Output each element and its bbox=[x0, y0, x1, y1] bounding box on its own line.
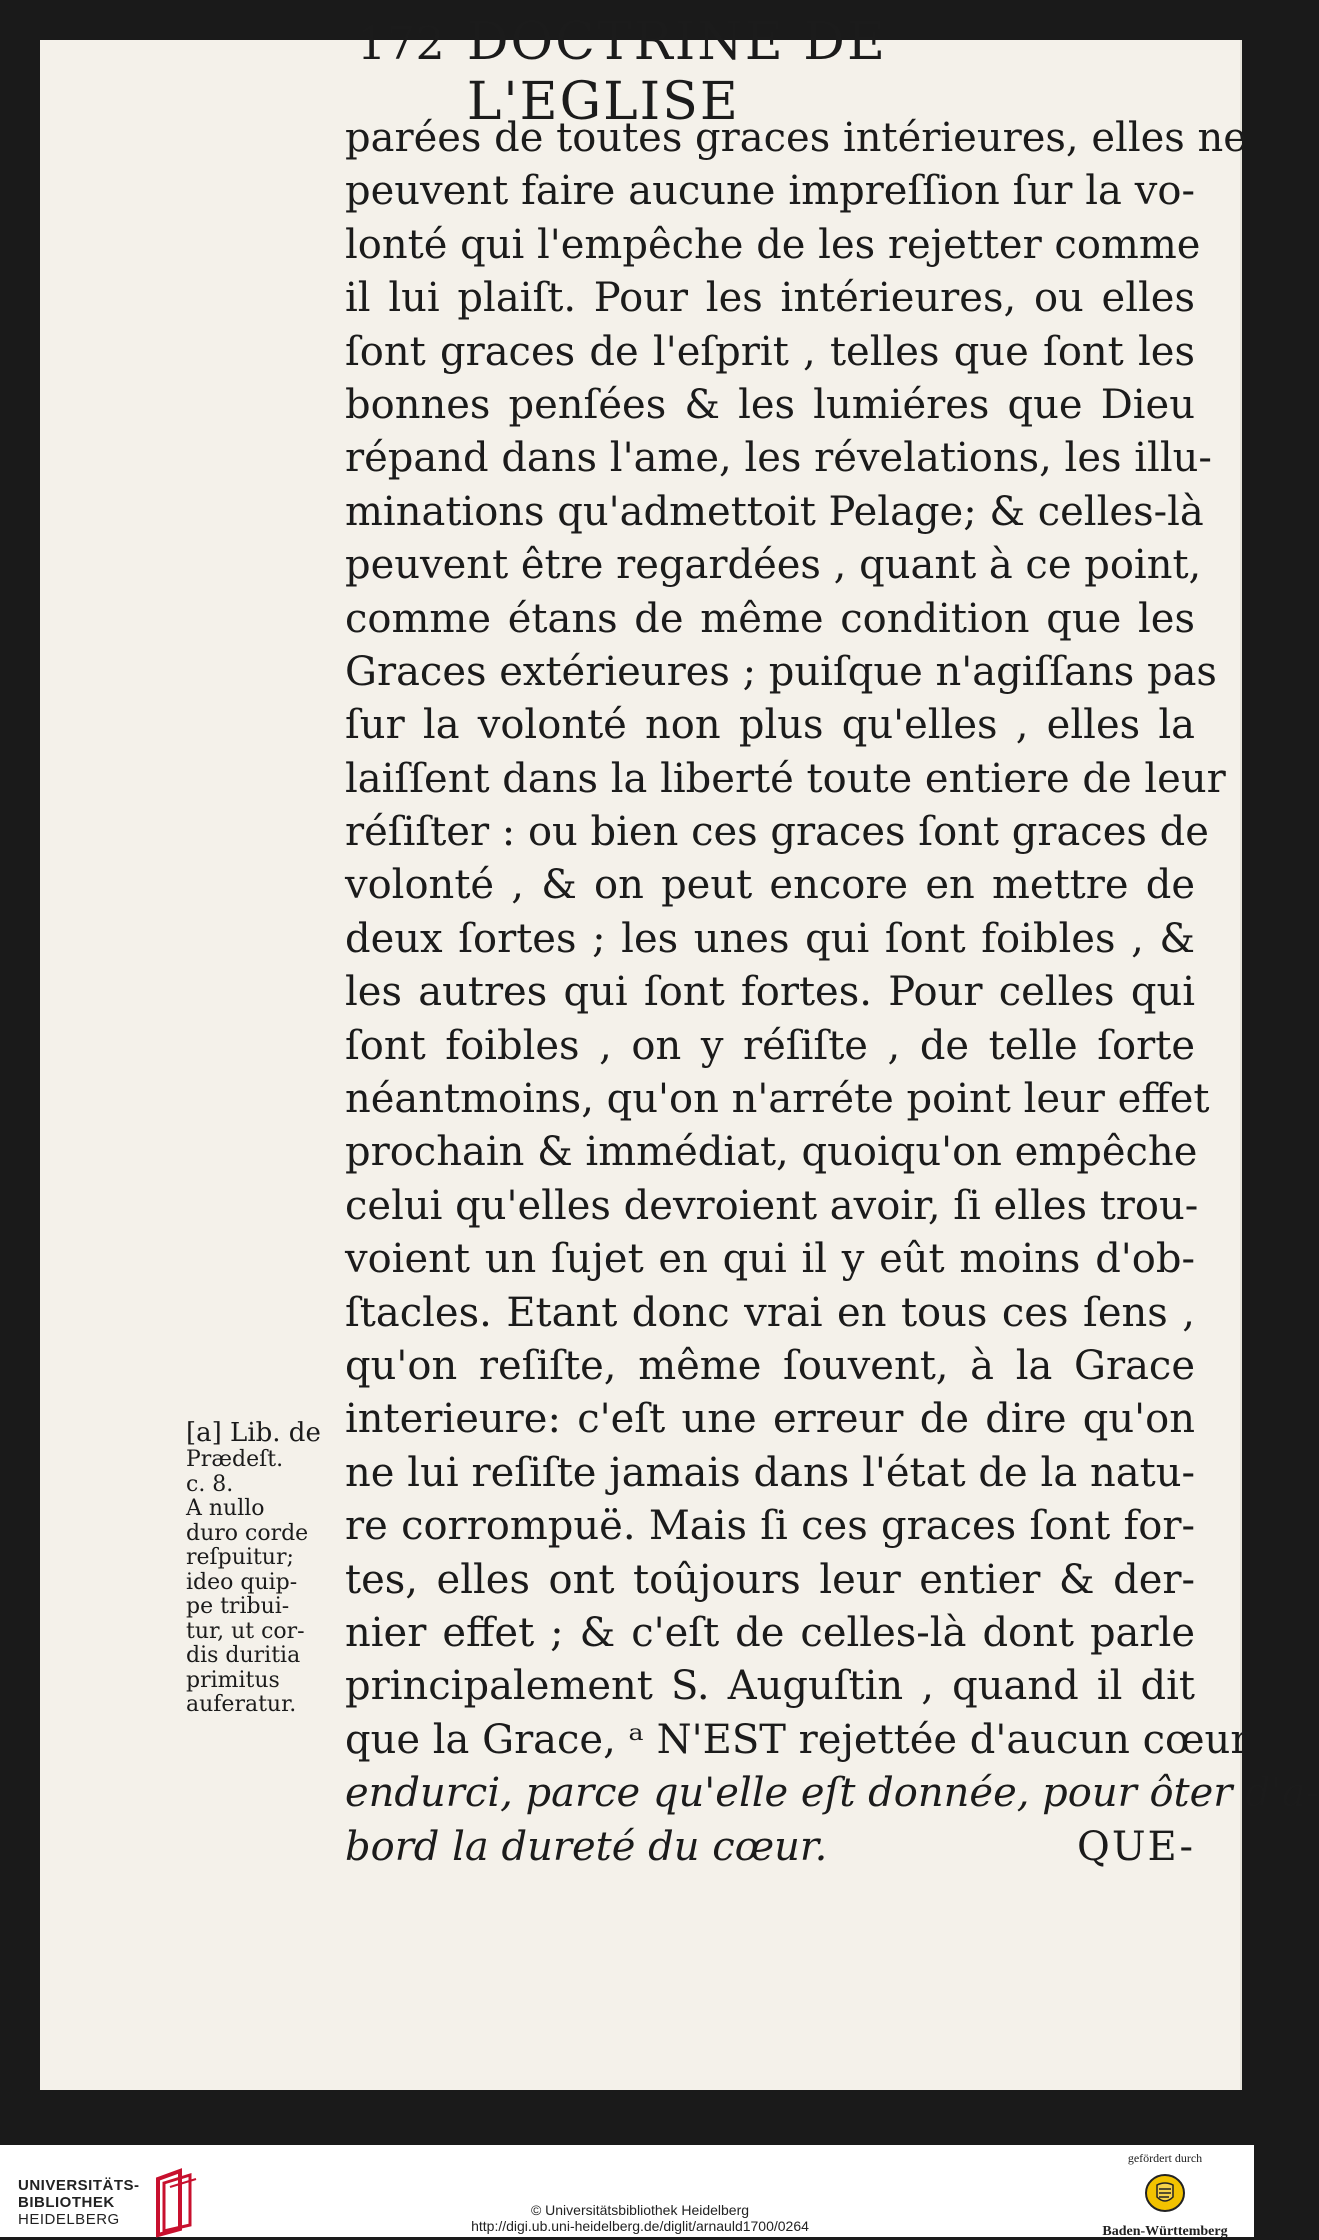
margin-note-line: pe tribui- bbox=[186, 1594, 290, 1619]
running-header bbox=[357, 12, 1157, 132]
body-text bbox=[345, 112, 1319, 1874]
text-line: répand dans l'ame, les révelations, les illu- bbox=[345, 435, 1212, 482]
library-logo[interactable] bbox=[18, 2167, 200, 2237]
text-line: minations qu'admettoit Pelage; & celles-là bbox=[345, 488, 1204, 535]
margin-note-line: Prædeſt. bbox=[186, 1447, 284, 1472]
library-name: UNIVERSITÄTS- BIBLIOTHEK HEIDELBERG bbox=[18, 2176, 140, 2228]
text-line: nier effet ; & c'eſt de celles-là dont parle bbox=[345, 1609, 1195, 1656]
text-line: laiſſent dans la liberté toute entiere de leur bbox=[345, 755, 1226, 802]
margin-note-line: dis duritia bbox=[186, 1643, 301, 1668]
coat-of-arms-icon bbox=[1143, 2171, 1187, 2215]
italic-quote-line: endurci, parce qu'elle eſt donnée, pour ôter d'a- bbox=[345, 1770, 1319, 1817]
margin-note-line: auferatur. bbox=[186, 1692, 297, 1717]
text-line: néantmoins, qu'on n'arréte point leur effet bbox=[345, 1076, 1210, 1123]
margin-note-line: tur, ut cor- bbox=[186, 1618, 305, 1644]
permalink[interactable]: http://digi.ub.uni-heidelberg.de/diglit/arnauld1700/0264 bbox=[471, 2218, 809, 2234]
text-line: lonté qui l'empêche de les rejetter comme bbox=[345, 221, 1201, 268]
sponsor-logo[interactable] bbox=[1090, 2151, 1240, 2240]
margin-note-line: ideo quip- bbox=[186, 1569, 298, 1595]
page-title: DOCTRINE DE L'EGLISE bbox=[466, 12, 887, 132]
text-line: que la Grace, ᵃ N'EST rejettée d'aucun cœur bbox=[345, 1716, 1250, 1763]
sponsor-label: gefördert durch bbox=[1127, 2151, 1203, 2165]
text-line: interieure: c'eſt une erreur de dire qu'on bbox=[345, 1396, 1195, 1443]
text-line: qu'on reſiſte, même ſouvent, à la Grace bbox=[345, 1342, 1195, 1389]
catchword: QUE- bbox=[1077, 1823, 1195, 1870]
text-line: deux ſortes ; les unes qui ſont foibles , & bbox=[345, 915, 1195, 962]
text-line: ne lui reſiſte jamais dans l'état de la natu- bbox=[345, 1449, 1195, 1496]
italic-quote-end: bord la dureté du cœur. bbox=[345, 1823, 828, 1870]
text-line: bonnes penſées & les lumiéres que Dieu bbox=[345, 381, 1195, 428]
text-line: comme étans de même condition que les bbox=[345, 595, 1195, 642]
sponsor-name: Baden-Württemberg bbox=[1102, 2224, 1228, 2239]
text-line: il lui plaiſt. Pour les intérieures, ou elles bbox=[345, 275, 1195, 322]
text-line: volonté , & on peut encore en mettre de bbox=[345, 862, 1195, 909]
text-line: ſont foibles , on y réſiſte , de telle ſorte bbox=[345, 1022, 1195, 1069]
text-line: réſiſter : ou bien ces graces ſont graces de bbox=[345, 809, 1209, 856]
page-number: 172 bbox=[357, 16, 445, 70]
text-line: ſur la volonté non plus qu'elles , elles la bbox=[345, 702, 1195, 749]
text-line: parées de toutes graces intérieures, elles ne bbox=[345, 115, 1247, 161]
footer-credit bbox=[380, 2203, 900, 2234]
text-line: principalement S. Auguſtin , quand il dit bbox=[345, 1663, 1195, 1710]
footer-bar bbox=[0, 2145, 1254, 2237]
text-line: tes, elles ont toûjours leur entier & der- bbox=[345, 1556, 1195, 1603]
margin-note-line: c. 8. bbox=[186, 1471, 234, 1497]
italic-quote-line bbox=[345, 1821, 1195, 1874]
text-line: ſont graces de l'eſprit , telles que ſont les bbox=[345, 328, 1195, 375]
text-line: les autres qui ſont fortes. Pour celles qui bbox=[345, 969, 1195, 1016]
text-line: peuvent faire aucune impreſſion ſur la vo- bbox=[345, 168, 1195, 215]
text-line: re corrompuë. Mais ſi ces graces ſont for- bbox=[345, 1503, 1195, 1550]
margin-note-line: A nullo bbox=[186, 1496, 265, 1521]
text-line: Graces extérieures ; puiſque n'agiſſans pas bbox=[345, 648, 1217, 695]
text-line: peuvent être regardées , quant à ce point, bbox=[345, 542, 1202, 589]
copyright-text: © Universitätsbibliothek Heidelberg bbox=[530, 2202, 750, 2218]
margin-note bbox=[186, 1418, 336, 1718]
margin-note-line: [a] Lib. de bbox=[186, 1418, 321, 1448]
text-line: prochain & immédiat, quoiqu'on empêche bbox=[345, 1129, 1198, 1176]
margin-note-line: primitus bbox=[186, 1667, 280, 1693]
library-mark-icon bbox=[150, 2167, 200, 2237]
margin-note-line: reſpuitur; bbox=[186, 1545, 294, 1570]
text-line: voient un ſujet en qui il y eût moins d'ob- bbox=[345, 1236, 1195, 1283]
text-line: ſtacles. Etant donc vrai en tous ces ſens , bbox=[345, 1289, 1195, 1336]
text-line: celui qu'elles devroient avoir, ſi elles trou- bbox=[345, 1182, 1199, 1229]
margin-note-line: duro corde bbox=[186, 1520, 309, 1546]
